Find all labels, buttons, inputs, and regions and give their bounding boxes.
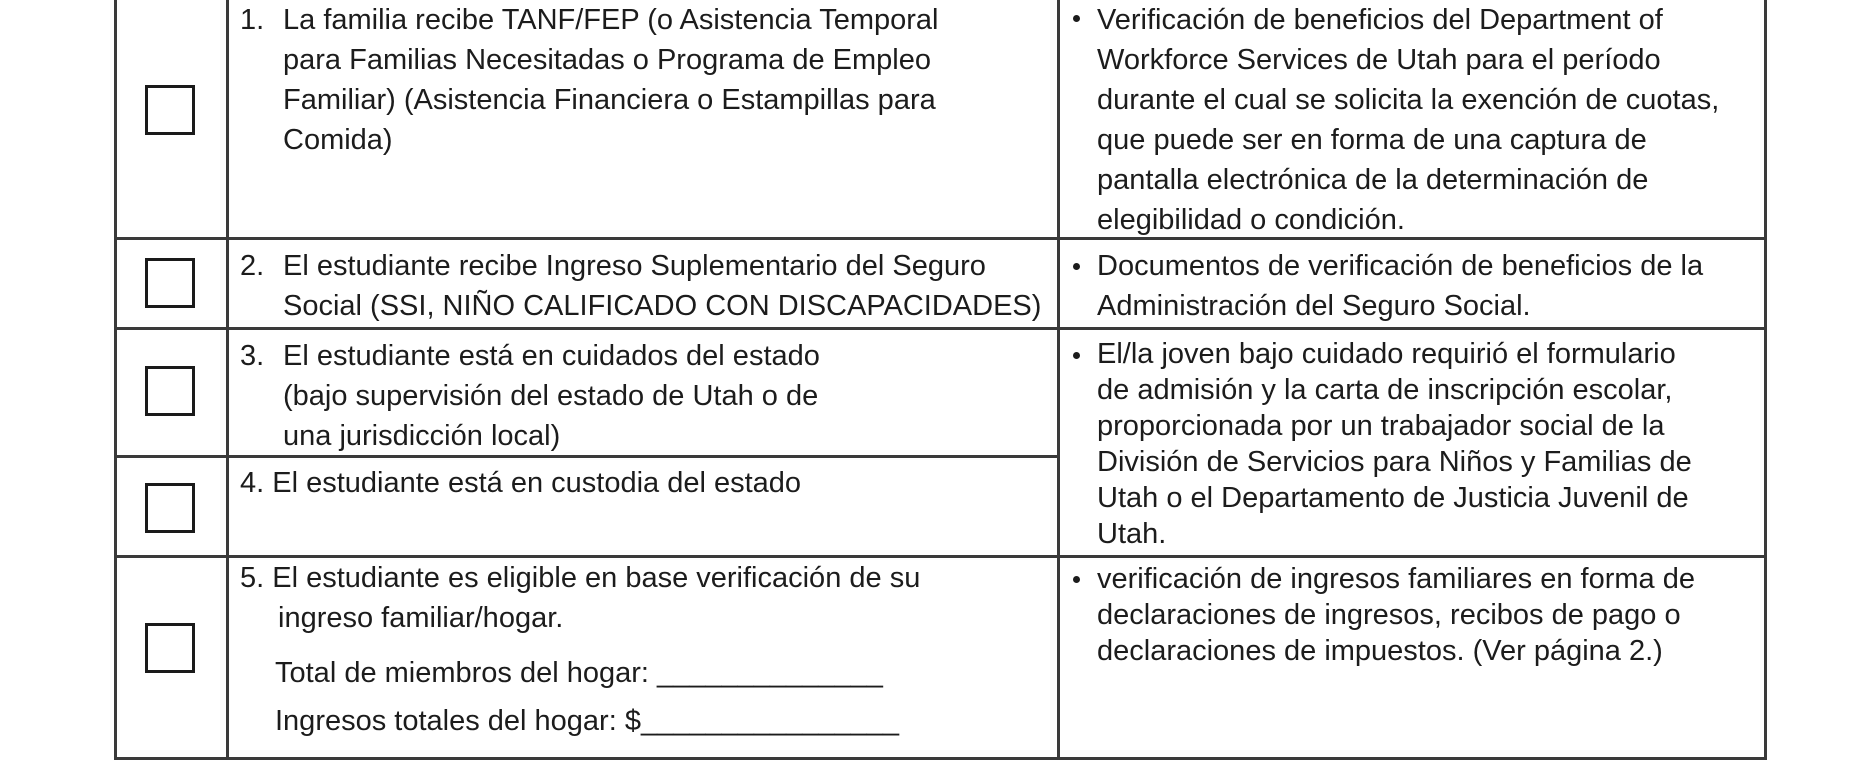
row-2-doc-line: Documentos de verificación de beneficios de la: [1097, 250, 1704, 282]
row-5-criteria-line-first: [240, 558, 920, 598]
row-5-criteria-line: El estudiante es eligible en base verificación de su: [272, 562, 921, 594]
row-5-doc-line: verificación de ingresos familiares en forma de: [1097, 563, 1695, 595]
row-1-criteria-line: Comida): [283, 124, 393, 156]
checkbox-row-3[interactable]: [145, 366, 195, 416]
row-2-doc-line: Administración del Seguro Social.: [1097, 290, 1531, 322]
row-3-doc-line: El/la joven bajo cuidado requirió el formulario: [1097, 338, 1676, 370]
row-1-doc-line: que puede ser en forma de una captura de: [1097, 124, 1647, 156]
bullet-icon: [1073, 263, 1080, 270]
row-1-criteria: [283, 0, 938, 160]
row-2-criteria-line: Social (SSI, NIÑO CALIFICADO CON DISCAPACIDADES): [283, 290, 1042, 322]
row-1-doc-line: Workforce Services de Utah para el período: [1097, 44, 1661, 76]
row-divider-2: [114, 327, 1767, 330]
row-5-criteria-line: ingreso familiar/hogar.: [278, 602, 564, 634]
row-3-criteria-line: una jurisdicción local): [283, 420, 561, 452]
bullet-icon: [1073, 15, 1080, 22]
row-3-number: 3.: [240, 340, 265, 372]
row-3-doc-line: Utah.: [1097, 518, 1167, 550]
row-3-doc-line: Utah o el Departamento de Justicia Juvenil de: [1097, 482, 1689, 514]
row-3-criteria-line: El estudiante está en cuidados del estado: [283, 340, 820, 372]
row-3-criteria-line: (bajo supervisión del estado de Utah o de: [283, 380, 819, 412]
row-5-doc-line: declaraciones de ingresos, recibos de pago o: [1097, 599, 1681, 631]
row-2-number: 2.: [240, 250, 265, 282]
row-5-documentation: [1097, 561, 1695, 669]
table-border-bottom: [114, 757, 1767, 760]
row-1-criteria-line: Familiar) (Asistencia Financiera o Estampillas para: [283, 84, 936, 116]
row-4-criteria: [240, 463, 801, 503]
bullet-icon: [1073, 352, 1080, 359]
table-divider-criteria: [1057, 0, 1060, 760]
household-members-field[interactable]: Total de miembros del hogar: ______________: [275, 657, 883, 689]
row-1-doc-line: pantalla electrónica de la determinación de: [1097, 164, 1649, 196]
bullet-icon: [1073, 576, 1080, 583]
row-1-documentation: [1097, 0, 1719, 240]
row-4-criteria-line: El estudiante está en custodia del estado: [272, 467, 802, 499]
row-2-criteria: [283, 246, 1041, 326]
checkbox-row-1[interactable]: [145, 85, 195, 135]
row-3-documentation: [1097, 336, 1692, 552]
row-1-doc-line: Verificación de beneficios del Department of: [1097, 4, 1663, 36]
row-5-number: 5.: [240, 562, 265, 594]
row-2-documentation: [1097, 246, 1703, 326]
row-1-criteria-line: La familia recibe TANF/FEP (o Asistencia Temporal: [283, 4, 939, 36]
row-2-criteria-line: El estudiante recibe Ingreso Suplementario del Seguro: [283, 250, 986, 282]
row-5-doc-line: declaraciones de impuestos. (Ver página 2.): [1097, 635, 1663, 667]
row-1-criteria-line: para Familias Necesitadas o Programa de Empleo: [283, 44, 931, 76]
row-3-doc-line: proporcionada por un trabajador social de la: [1097, 410, 1665, 442]
row-4-number: 4.: [240, 467, 265, 499]
row-3-doc-line: División de Servicios para Niños y Familias de: [1097, 446, 1692, 478]
table-border-left: [114, 0, 117, 760]
table-divider-checkbox: [226, 0, 229, 760]
row-1-number: 1.: [240, 4, 265, 36]
row-1-doc-line: elegibilidad o condición.: [1097, 204, 1405, 236]
row-5-criteria: [240, 558, 920, 638]
checkbox-row-5[interactable]: [145, 623, 195, 673]
row-3-criteria: [283, 336, 820, 456]
table-border-right: [1764, 0, 1767, 760]
row-1-doc-line: durante el cual se solicita la exención de cuotas,: [1097, 84, 1720, 116]
checkbox-row-2[interactable]: [145, 258, 195, 308]
row-3-doc-line: de admisión y la carta de inscripción escolar,: [1097, 374, 1673, 406]
checkbox-row-4[interactable]: [145, 483, 195, 533]
household-income-field[interactable]: Ingresos totales del hogar: $________________: [275, 705, 900, 737]
